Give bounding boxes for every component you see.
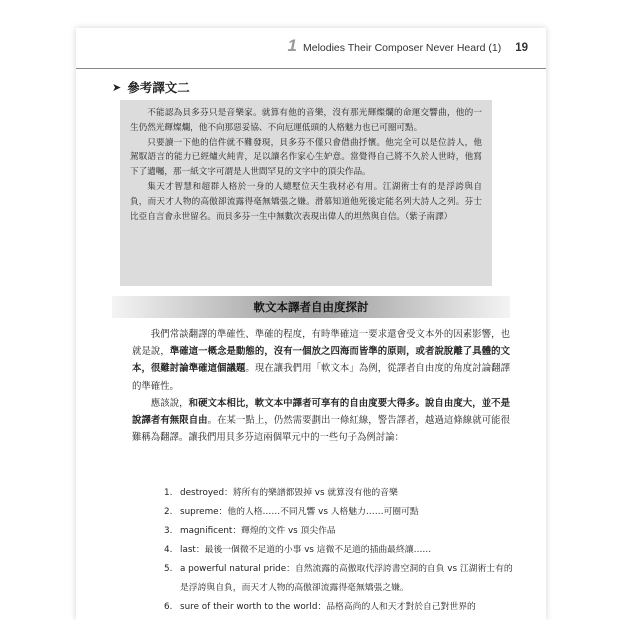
- list-item: [164, 522, 520, 541]
- body-text-span: 我們常談翻譯的準確性、準確的程度，有時準確這一要求還會受文本外的因素影響，也就是說，: [132, 329, 510, 358]
- body-text-span: 。現在讓我們用「軟文本」為例，從譯者自由度的角度討論翻譯的準確性。: [132, 363, 510, 392]
- body-text-span: 。在某一點上，仍然需要劃出一條紅線，警告譯者，越過這條線就可能很難稱為翻譯。讓我們用貝多芬這兩個單元中的一些句子為例討論：: [132, 415, 510, 444]
- bold-statement: 準確這一概念是動態的，沒有一個放之四海而皆準的原則，或者說脫離了具體的文本，很難討論準確這個議題: [132, 346, 510, 375]
- header-rule: [76, 68, 546, 69]
- item-text: supreme：他的人格……不同凡響 vs 人格魅力……可圈可點: [180, 507, 419, 517]
- item-text: last：最後一個微不足道的小事 vs 這微不足道的插曲最終讓……: [180, 545, 432, 555]
- example-list: [164, 484, 520, 617]
- body-text: [132, 326, 510, 446]
- reference-paragraph: 只要讀一下他的信件就不難發現，貝多芬不僅只會借曲抒懷。他完全可以是位詩人，他駕馭語言的能力已經爐火純青，足以讓名作家心生妒意。當覺得自己將不久於人世時，他寫下了遺囑，那一紙文字可謂是人世間罕見的文字中的頂尖作品。: [130, 137, 482, 178]
- reference-paragraph: 不能認為貝多芬只是音樂家。就算有他的音樂，沒有那光輝燦爛的命運交響曲，他的一生仍然光輝燦爛，他不向那惡妥協、不向厄運低頭的人格魅力也已可圈可點。: [130, 108, 482, 133]
- book-page: [76, 28, 546, 620]
- item-text: sure of their worth to the world：品格高尚的人和天才對於自己對世界的: [180, 602, 476, 612]
- item-text: magnificent：輝煌的文件 vs 頂尖作品: [180, 526, 336, 536]
- arrow-icon: ➤: [112, 80, 122, 94]
- bold-statement: 和硬文本相比，軟文本中譯者可享有的自由度要大得多。說自由度大，並不是說譯者有無限自由: [132, 397, 510, 427]
- section-heading: [112, 78, 190, 96]
- running-header: [288, 36, 528, 56]
- list-item: [164, 598, 520, 617]
- item-number: 6.: [164, 602, 173, 612]
- item-number: 5.: [164, 564, 173, 574]
- item-number: 4.: [164, 545, 173, 555]
- item-number: 3.: [164, 526, 173, 536]
- item-number: 2.: [164, 507, 173, 517]
- section-title: 參考譯文二: [127, 80, 190, 95]
- body-text-span: 應該說，: [150, 397, 189, 409]
- running-title: Melodies Their Composer Never Heard (1): [302, 42, 502, 54]
- list-item: [164, 541, 520, 560]
- chapter-number: 1: [287, 36, 297, 55]
- banner-title: 軟文本譯者自由度探討: [253, 300, 369, 314]
- discussion-banner: [112, 296, 510, 318]
- item-text: a powerful natural pride：自然流露的高傲取代浮誇書空洞的自負 vs 江湖術士有的是浮誇與自負，而天才人物的高傲卻流露得毫無矯張之嫌。: [180, 564, 513, 593]
- body-paragraph: [132, 326, 510, 395]
- list-item: [164, 484, 520, 503]
- body-paragraph: [132, 395, 510, 447]
- reference-translation-box: [120, 100, 492, 286]
- item-text: destroyed：將所有的樂譜都毀掉 vs 就算沒有他的音樂: [180, 488, 398, 498]
- list-item: [164, 503, 520, 522]
- reference-paragraph: 集天才智慧和超群人格於一身的人總墅位天生我材必有用。江湖術士有的是浮誇與自負，而天才人物的高傲卻流露得毫無矯張之嫌。滑慕知道他死後定能名列大詩人之列。芬士比亞自言會永世留名。而貝多芬一生中無數次表現出偉人的坦然與自信。（紫子南譯）: [130, 181, 482, 222]
- page-number: 19: [515, 42, 528, 54]
- list-item: [164, 560, 520, 598]
- item-number: 1.: [164, 488, 173, 498]
